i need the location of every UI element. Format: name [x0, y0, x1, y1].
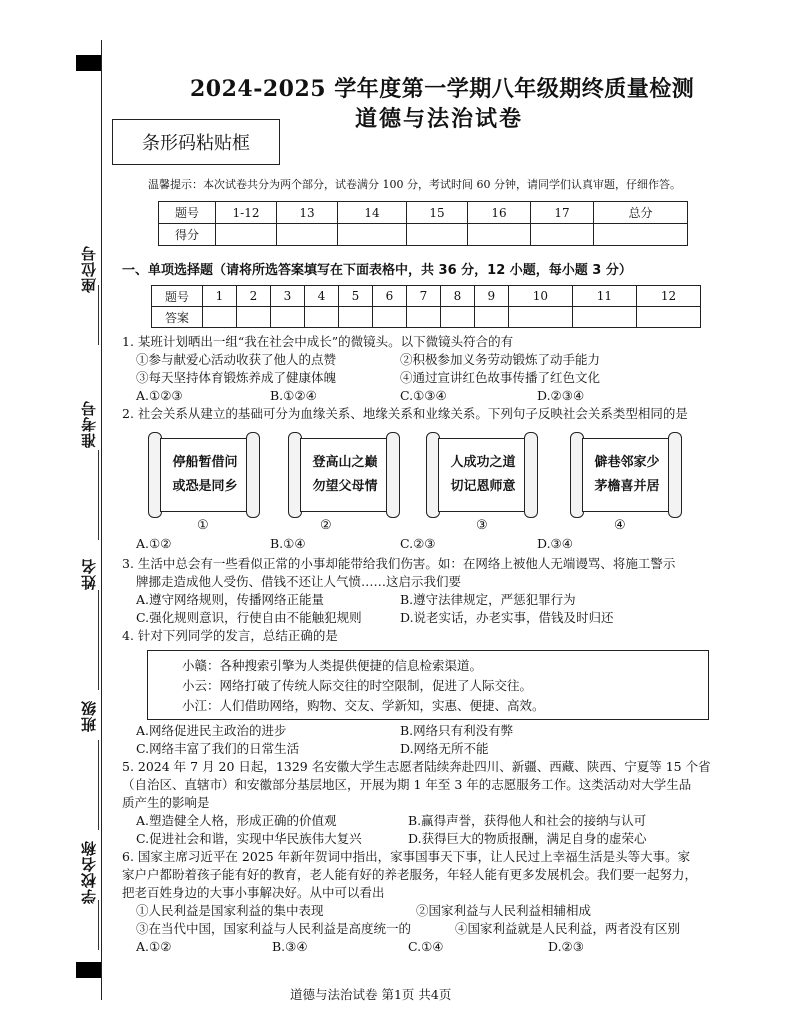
answer-input-cell[interactable]	[304, 307, 338, 328]
score-table-input-row	[159, 224, 688, 246]
q1-choice-a[interactable]: A.①②③	[136, 388, 183, 403]
side-label-class: 班级	[80, 700, 98, 732]
answer-input-cell[interactable]	[508, 307, 572, 328]
score-input-cell[interactable]	[594, 224, 688, 246]
answer-cell: 10	[508, 286, 572, 307]
answer-row-label: 答案	[152, 307, 203, 328]
q2-choice-c[interactable]: C.②③	[400, 536, 436, 551]
q1-stem: 1. 某班计划晒出一组“我在社会中成长”的微镜头。以下微镜头符合的有	[122, 334, 514, 349]
score-cell: 17	[531, 202, 594, 224]
scroll-line-1: 登高山之巅	[312, 455, 378, 470]
score-cell: 14	[338, 202, 407, 224]
q1-option-2: ②积极参加义务劳动锻炼了动手能力	[400, 352, 601, 367]
side-line-class	[98, 740, 99, 830]
score-input-cell[interactable]	[407, 224, 468, 246]
answer-cell: 题号	[152, 286, 203, 307]
scroll-rod	[524, 432, 538, 518]
answer-input-cell[interactable]	[236, 307, 270, 328]
scroll-line-1: 僻巷邻家少	[594, 455, 660, 470]
section-heading: 一、单项选择题（请将所选答案填写在下面表格中，共 36 分，12 小题，每小题 3 分）	[122, 263, 632, 278]
answer-cell: 5	[338, 286, 372, 307]
answer-input-cell[interactable]	[406, 307, 440, 328]
scroll-number-4: ④	[614, 518, 626, 533]
score-cell: 13	[277, 202, 338, 224]
scroll-body	[300, 438, 390, 512]
answer-cell: 4	[304, 286, 338, 307]
q4-statement-1: 小赣：各种搜索引擎为人类提供便捷的信息检索渠道。	[182, 658, 483, 673]
side-line-name	[98, 590, 99, 690]
q6-choice-a[interactable]: A.①②	[136, 939, 172, 954]
answer-cell: 9	[474, 286, 508, 307]
q3-choice-c[interactable]: C.强化规则意识，行使自由不能触犯规则	[136, 610, 362, 625]
side-label-seat: 座位号	[80, 245, 98, 293]
scroll-line-2: 或恐是同乡	[172, 479, 238, 494]
score-input-cell[interactable]	[468, 224, 531, 246]
exam-subtitle: 道德与法治试卷	[355, 106, 524, 132]
score-cell: 15	[407, 202, 468, 224]
answer-input-cell[interactable]	[270, 307, 304, 328]
bottom-black-bar	[76, 962, 102, 978]
q1-option-3: ③每天坚持体育锻炼养成了健康体魄	[136, 370, 337, 385]
answer-table-header-row	[152, 286, 701, 307]
q6-choice-c[interactable]: C.①④	[408, 939, 444, 954]
scroll-number-2: ②	[320, 518, 332, 533]
q6-stem-line-3: 把老百姓身边的大事小事解决好。从中可以看出	[122, 885, 385, 900]
scroll-body	[438, 438, 528, 512]
score-cell: 1-12	[216, 202, 277, 224]
scroll-body	[582, 438, 672, 512]
q5-choice-a[interactable]: A.塑造健全人格，形成正确的价值观	[136, 813, 337, 828]
score-input-cell[interactable]	[277, 224, 338, 246]
scroll-2	[288, 432, 400, 516]
scroll-line-1: 人成功之道	[450, 455, 516, 470]
answer-input-cell[interactable]	[338, 307, 372, 328]
top-black-bar	[76, 55, 102, 71]
q1-choice-b[interactable]: B.①②④	[270, 388, 317, 403]
side-line-exam-number	[98, 450, 99, 540]
q2-choice-d[interactable]: D.③④	[537, 536, 573, 551]
scroll-number-3: ③	[476, 518, 488, 533]
q3-choice-a[interactable]: A.遵守网络规则，传播网络正能量	[136, 592, 325, 607]
score-input-cell[interactable]	[338, 224, 407, 246]
score-cell: 题号	[159, 202, 216, 224]
q5-choice-b[interactable]: B.赢得声誉，获得他人和社会的接纳与认可	[408, 813, 647, 828]
score-cell: 总分	[594, 202, 688, 224]
answer-cell: 7	[406, 286, 440, 307]
q2-choice-b[interactable]: B.①④	[270, 536, 306, 551]
answer-cell: 3	[270, 286, 304, 307]
page-footer: 道德与法治试卷 第1页 共4页	[290, 987, 452, 1002]
answer-input-cell[interactable]	[474, 307, 508, 328]
q5-choice-c[interactable]: C.促进社会和谐，实现中华民族伟大复兴	[136, 831, 362, 846]
side-line-school	[98, 900, 99, 950]
score-table	[158, 201, 688, 246]
answer-cell: 2	[236, 286, 270, 307]
score-cell: 16	[468, 202, 531, 224]
side-label-school: 学校名称	[80, 840, 98, 904]
scroll-rod	[246, 432, 260, 518]
side-label-exam-number: 准考号	[80, 400, 98, 448]
score-table-header-row	[159, 202, 688, 224]
q3-choice-b[interactable]: B.遵守法律规定，严惩犯罪行为	[400, 592, 576, 607]
answer-input-cell[interactable]	[372, 307, 406, 328]
answer-cell: 11	[572, 286, 636, 307]
answer-cell: 8	[440, 286, 474, 307]
q1-option-4: ④通过宣讲红色故事传播了红色文化	[400, 370, 601, 385]
q5-stem-line-3: 质产生的影响是	[122, 795, 210, 810]
q6-option-1: ①人民利益是国家利益的集中表现	[136, 903, 324, 918]
q4-statement-3: 小江：人们借助网络，购物、交友、学新知，实惠、便捷、高效。	[182, 698, 545, 713]
scroll-number-1: ①	[197, 518, 209, 533]
q4-statement-2: 小云：网络打破了传统人际交往的时空限制，促进了人际交往。	[182, 678, 533, 693]
scroll-4	[570, 432, 682, 516]
q2-stem: 2. 社会关系从建立的基础可分为血缘关系、地缘关系和业缘关系。下列句子反映社会关系类型相同的是	[122, 406, 688, 421]
q6-choice-d[interactable]: D.②③	[548, 939, 584, 954]
q5-stem-line-2: （自治区、直辖市）和安徽部分基层地区，开展为期 1 年至 3 年的志愿服务工作。这类活动对大学生品	[122, 777, 692, 792]
q6-option-3: ③在当代中国，国家利益与人民利益是高度统一的	[136, 921, 412, 936]
answer-cell: 6	[372, 286, 406, 307]
scroll-line-2: 勿望父母情	[312, 479, 378, 494]
q3-choice-d[interactable]: D.说老实话，办老实事，借钱及时归还	[400, 610, 614, 625]
q1-option-1: ①参与献爱心活动收获了他人的点赞	[136, 352, 337, 367]
scroll-1	[148, 432, 260, 516]
q3-stem-line-1: 3. 生活中总会有一些看似正常的小事却能带给我们伤害。如：在网络上被他人无端谩骂、将施工警示	[122, 556, 676, 571]
q2-choice-a[interactable]: A.①②	[136, 536, 172, 551]
side-line-seat	[98, 285, 99, 345]
answer-input-cell[interactable]	[203, 307, 237, 328]
scroll-rod	[668, 432, 682, 518]
q4-stem: 4. 针对下列同学的发言，总结正确的是	[122, 628, 338, 643]
q1-choice-d[interactable]: D.②③④	[537, 388, 585, 403]
q4-choice-d[interactable]: D.网络无所不能	[400, 741, 489, 756]
barcode-box: 条形码粘贴框	[112, 119, 280, 165]
exam-tip: 温馨提示：本次试卷共分为两个部分，试卷满分 100 分，考试时间 60 分钟，请同学们认真审题，仔细作答。	[148, 178, 681, 191]
score-input-cell[interactable]	[531, 224, 594, 246]
q5-stem-line-1: 5. 2024 年 7 月 20 日起，1329 名安徽大学生志愿者陆续奔赴四川、新疆、西藏、陕西、宁夏等 15 个省	[122, 759, 711, 774]
q1-choice-c[interactable]: C.①③④	[400, 388, 447, 403]
answer-table	[151, 285, 701, 328]
scroll-body	[160, 438, 250, 512]
q4-choice-c[interactable]: C.网络丰富了我们的日常生活	[136, 741, 300, 756]
scroll-line-1: 停船暂借问	[172, 455, 238, 470]
score-input-cell[interactable]	[216, 224, 277, 246]
q6-stem-line-1: 6. 国家主席习近平在 2025 年新年贺词中指出，家事国事天下事，让人民过上幸福生活是头等大事。家	[122, 849, 691, 864]
q4-statement-box	[147, 650, 709, 720]
scroll-line-2: 茅檐喜并居	[594, 479, 660, 494]
q4-choice-b[interactable]: B.网络只有利没有弊	[400, 723, 514, 738]
score-row-label: 得分	[159, 224, 216, 246]
q6-option-2: ②国家利益与人民利益相辅相成	[416, 903, 592, 918]
answer-input-cell[interactable]	[636, 307, 700, 328]
q6-option-4: ④国家利益就是人民利益，两者没有区别	[455, 921, 681, 936]
q6-choice-b[interactable]: B.③④	[272, 939, 308, 954]
answer-input-cell[interactable]	[572, 307, 636, 328]
q5-choice-d[interactable]: D.获得巨大的物质报酬，满足自身的虚荣心	[408, 831, 647, 846]
answer-cell: 12	[636, 286, 700, 307]
answer-input-cell[interactable]	[440, 307, 474, 328]
scroll-3	[426, 432, 538, 516]
scroll-rod	[386, 432, 400, 518]
answer-table-input-row	[152, 307, 701, 328]
q3-stem-line-2: 牌挪走造成他人受伤、借钱不还让人气愤……这启示我们要	[136, 574, 462, 589]
binding-line	[101, 40, 102, 1000]
q6-stem-line-2: 家户户都盼着孩子能有好的教育，老人能有好的养老服务，年轻人能有更多发展机会。我们要一起努力，	[122, 867, 698, 882]
scroll-line-2: 切记恩师意	[450, 479, 516, 494]
q4-choice-a[interactable]: A.网络促进民主政治的进步	[136, 723, 287, 738]
side-label-name: 姓名	[80, 558, 98, 590]
answer-cell: 1	[203, 286, 237, 307]
exam-title: 2024-2025 学年度第一学期八年级期终质量检测	[190, 76, 695, 102]
